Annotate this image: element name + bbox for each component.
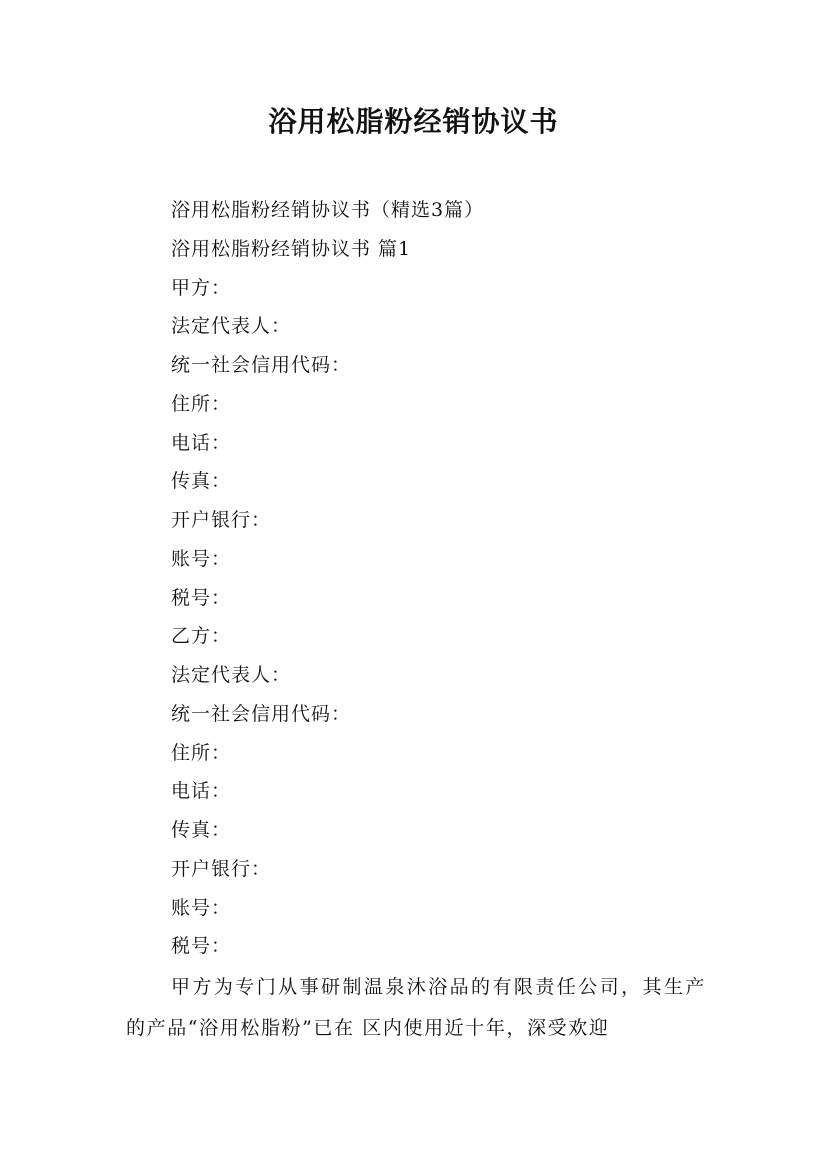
party-a-bank: 开户银行： [171,509,272,531]
party-a-credit-code: 统一社会信用代码： [171,354,352,376]
party-b-bank: 开户银行： [171,857,272,880]
party-a-label: 甲方： [171,276,232,299]
party-a-tax-id: 税号： [171,586,232,609]
party-a-fax: 传真： [171,470,232,493]
party-b-phone: 电话： [171,780,232,803]
party-b-label: 乙方： [171,625,232,648]
party-a-account: 账号： [171,547,232,570]
party-a-address: 住所： [171,392,232,415]
party-b-address: 住所： [171,741,232,764]
document-title: 浴用松脂粉经销协议书 [268,105,559,138]
party-a-phone: 电话： [171,431,232,454]
party-b-legal-rep: 法定代表人： [171,664,292,686]
party-b-fax: 传真： [171,819,232,841]
party-b-account: 账号： [171,896,232,919]
document-body [126,191,706,966]
party-b-credit-code: 统一社会信用代码： [171,702,352,725]
section-heading: 浴用松脂粉经销协议书 篇1 [171,237,412,260]
subtitle-line: 浴用松脂粉经销协议书（精选3篇） [171,199,485,221]
party-b-tax-id: 税号： [171,935,232,958]
party-a-legal-rep: 法定代表人： [171,315,292,338]
body-paragraph: 甲方为专门从事研制温泉沐浴品的有限责任公司，其生产的产品“浴用松脂粉”已在 区内使用近十年，深受欢迎 [126,976,706,1039]
